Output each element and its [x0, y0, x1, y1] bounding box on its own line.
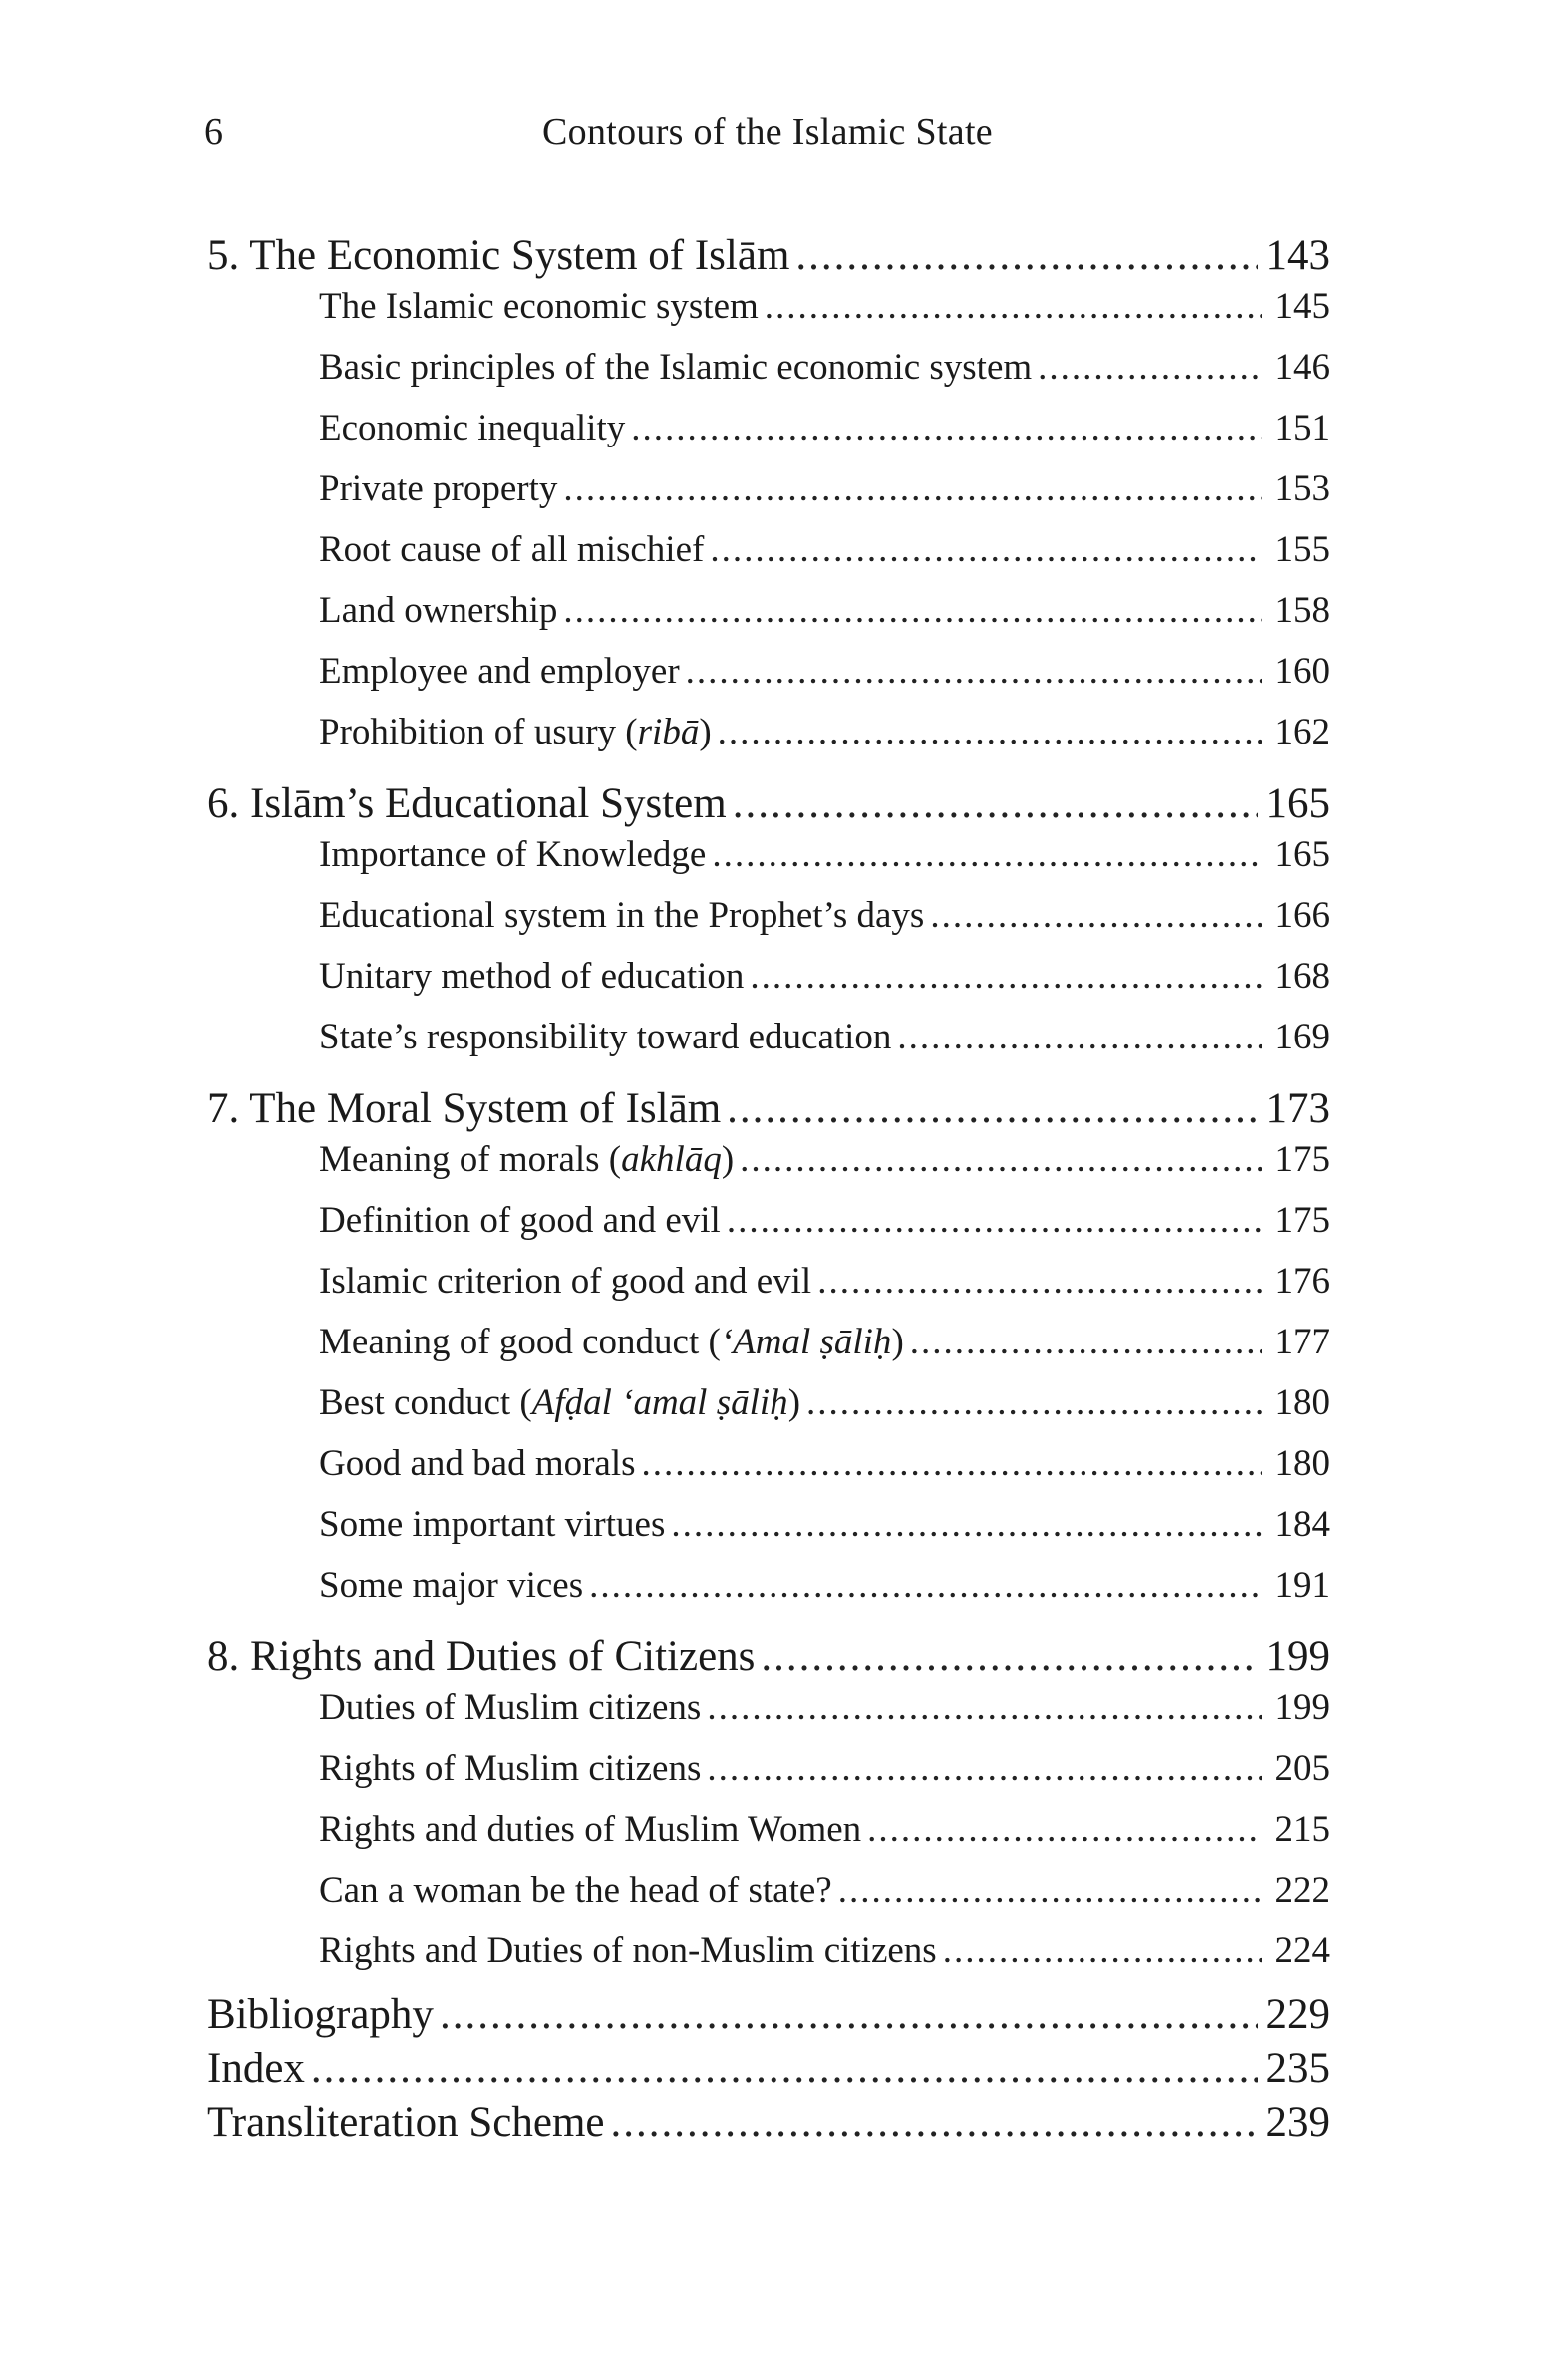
- dot-leader: [765, 285, 1262, 328]
- dot-leader: [727, 1084, 1257, 1133]
- dot-leader: [710, 528, 1262, 571]
- toc-section-entry: [207, 1503, 1330, 1564]
- toc-section-entry: [207, 1381, 1330, 1442]
- toc-entry-page: 229: [1265, 1991, 1330, 2038]
- dot-leader: [838, 1869, 1262, 1912]
- dot-leader: [707, 1747, 1262, 1790]
- toc-section-entry: [207, 1260, 1330, 1321]
- toc-chapter-entry: [207, 1084, 1330, 1138]
- toc-section-entry: [207, 711, 1330, 771]
- toc-entry-page: 239: [1265, 2099, 1330, 2146]
- toc-entry-page: 191: [1274, 1565, 1330, 1606]
- toc-entry-title: Importance of Knowledge: [319, 834, 707, 875]
- toc-entry-page: 176: [1274, 1261, 1330, 1302]
- toc-section-entry: [207, 650, 1330, 711]
- dot-leader: [631, 407, 1262, 449]
- dot-leader: [761, 1633, 1257, 1681]
- dot-leader: [727, 1199, 1262, 1242]
- toc-section-entry: [207, 894, 1330, 955]
- toc-section-entry: [207, 833, 1330, 894]
- toc-entry-title: 7. The Moral System of Islām: [207, 1085, 722, 1132]
- dot-leader: [740, 1138, 1262, 1181]
- dot-leader: [712, 833, 1262, 876]
- dot-leader: [563, 467, 1262, 510]
- transliterated-term: ‘Amal ṣāliḥ: [720, 1322, 892, 1362]
- toc-section-entry: [207, 1016, 1330, 1076]
- toc-section-entry: [207, 955, 1330, 1016]
- dot-leader: [611, 2098, 1258, 2147]
- toc-entry-page: 235: [1265, 2045, 1330, 2092]
- toc-entry-title: Basic principles of the Islamic economic system: [319, 347, 1033, 388]
- toc-entry-page: 146: [1274, 347, 1330, 388]
- dot-leader: [707, 1686, 1262, 1729]
- toc-entry-page: 180: [1274, 1443, 1330, 1484]
- toc-entry-title: Can a woman be the head of state?: [319, 1870, 832, 1911]
- toc-entry-title: Private property: [319, 468, 558, 509]
- toc-entry-title: Transliteration Scheme: [207, 2099, 605, 2146]
- toc-entry-title: Land ownership: [319, 590, 558, 631]
- toc-section-entry: [207, 1564, 1330, 1625]
- dot-leader: [642, 1442, 1262, 1485]
- dot-leader: [563, 589, 1262, 632]
- toc-entry-page: 184: [1274, 1504, 1330, 1545]
- toc-entry-title: Rights and Duties of non-Muslim citizens: [319, 1931, 937, 1971]
- book-title: Contours of the Islamic State: [542, 111, 993, 152]
- toc-section-entry: [207, 528, 1330, 589]
- toc-entry-page: 224: [1274, 1931, 1330, 1971]
- dot-leader: [1038, 346, 1262, 389]
- toc-section-entry: [207, 589, 1330, 650]
- dot-leader: [795, 231, 1257, 280]
- toc-entry-page: 222: [1274, 1870, 1330, 1911]
- toc-chapter-entry: [207, 1633, 1330, 1686]
- running-head: [204, 110, 1331, 169]
- transliterated-term: Afḍal ‘amal ṣāliḥ: [531, 1382, 788, 1423]
- page-number: 6: [204, 111, 223, 152]
- toc-section-entry: [207, 285, 1330, 346]
- toc-entry-page: 153: [1274, 468, 1330, 509]
- toc-section-entry: [207, 1869, 1330, 1930]
- toc-entry-title: Rights and duties of Muslim Women: [319, 1809, 862, 1850]
- dot-leader: [311, 2044, 1258, 2093]
- dot-leader: [733, 779, 1258, 828]
- toc-entry-title: Root cause of all mischief: [319, 529, 705, 570]
- toc-backmatter-entry: [207, 1990, 1330, 2044]
- toc-entry-title: Employee and employer: [319, 651, 680, 692]
- toc-entry-page: 175: [1274, 1139, 1330, 1180]
- toc-entry-title: Best conduct (Afḍal ‘amal ṣāliḥ): [319, 1382, 801, 1423]
- toc-entry-page: 155: [1274, 529, 1330, 570]
- toc-section-entry: [207, 1686, 1330, 1747]
- toc-entry-page: 180: [1274, 1382, 1330, 1423]
- dot-leader: [750, 955, 1262, 998]
- toc-entry-title: Economic inequality: [319, 408, 626, 448]
- toc-entry-title: Definition of good and evil: [319, 1200, 721, 1241]
- dot-leader: [930, 894, 1262, 937]
- toc-section-entry: [207, 1199, 1330, 1260]
- toc-entry-title: Good and bad morals: [319, 1443, 636, 1484]
- toc-entry-page: 215: [1274, 1809, 1330, 1850]
- toc-entry-title: Meaning of good conduct (‘Amal ṣāliḥ): [319, 1322, 904, 1362]
- table-of-contents: [207, 231, 1330, 2152]
- toc-entry-title: Islamic criterion of good and evil: [319, 1261, 812, 1302]
- toc-backmatter-entry: [207, 2044, 1330, 2098]
- toc-entry-title: 8. Rights and Duties of Citizens: [207, 1634, 756, 1680]
- toc-entry-title: Unitary method of education: [319, 956, 745, 997]
- dot-leader: [806, 1381, 1262, 1424]
- toc-entry-title: Bibliography: [207, 1991, 434, 2038]
- dot-leader: [943, 1930, 1262, 1972]
- toc-entry-page: 199: [1274, 1687, 1330, 1728]
- toc-section-entry: [207, 1930, 1330, 1990]
- toc-entry-title: Index: [207, 2045, 305, 2092]
- dot-leader: [867, 1808, 1262, 1851]
- toc-entry-page: 173: [1265, 1085, 1330, 1132]
- toc-entry-title: Rights of Muslim citizens: [319, 1748, 702, 1789]
- toc-section-entry: [207, 407, 1330, 467]
- dot-leader: [817, 1260, 1262, 1303]
- dot-leader: [686, 650, 1262, 693]
- toc-entry-page: 165: [1265, 780, 1330, 827]
- toc-entry-page: 199: [1265, 1634, 1330, 1680]
- dot-leader: [718, 711, 1262, 753]
- toc-entry-page: 151: [1274, 408, 1330, 448]
- toc-entry-title: State’s responsibility toward education: [319, 1017, 892, 1057]
- toc-entry-title: Educational system in the Prophet’s days: [319, 895, 925, 936]
- toc-entry-title: The Islamic economic system: [319, 286, 759, 327]
- toc-entry-title: Meaning of morals (akhlāq): [319, 1139, 735, 1180]
- toc-entry-page: 160: [1274, 651, 1330, 692]
- toc-entry-title: 6. Islām’s Educational System: [207, 780, 727, 827]
- toc-entry-page: 143: [1265, 232, 1330, 279]
- toc-entry-page: 177: [1274, 1322, 1330, 1362]
- toc-entry-page: 168: [1274, 956, 1330, 997]
- toc-chapter-entry: [207, 231, 1330, 285]
- toc-section-entry: [207, 467, 1330, 528]
- toc-entry-page: 169: [1274, 1017, 1330, 1057]
- dot-leader: [910, 1321, 1262, 1363]
- dot-leader: [589, 1564, 1262, 1607]
- toc-section-entry: [207, 1321, 1330, 1381]
- dot-leader: [897, 1016, 1262, 1058]
- toc-section-entry: [207, 1808, 1330, 1869]
- toc-entry-title: 5. The Economic System of Islām: [207, 232, 790, 279]
- toc-section-entry: [207, 1747, 1330, 1808]
- toc-section-entry: [207, 346, 1330, 407]
- toc-entry-title: Some major vices: [319, 1565, 584, 1606]
- transliterated-term: ribā: [637, 712, 700, 752]
- toc-entry-page: 162: [1274, 712, 1330, 752]
- toc-entry-page: 158: [1274, 590, 1330, 631]
- toc-entry-page: 175: [1274, 1200, 1330, 1241]
- toc-chapter-entry: [207, 779, 1330, 833]
- toc-entry-title: Some important virtues: [319, 1504, 666, 1545]
- toc-entry-title: Duties of Muslim citizens: [319, 1687, 702, 1728]
- toc-entry-page: 166: [1274, 895, 1330, 936]
- toc-entry-page: 165: [1274, 834, 1330, 875]
- toc-entry-title: Prohibition of usury (ribā): [319, 712, 712, 752]
- toc-entry-page: 205: [1274, 1748, 1330, 1789]
- toc-section-entry: [207, 1138, 1330, 1199]
- toc-entry-page: 145: [1274, 286, 1330, 327]
- toc-section-entry: [207, 1442, 1330, 1503]
- transliterated-term: akhlāq: [621, 1139, 722, 1180]
- toc-backmatter-entry: [207, 2098, 1330, 2152]
- dot-leader: [440, 1990, 1258, 2039]
- dot-leader: [671, 1503, 1262, 1546]
